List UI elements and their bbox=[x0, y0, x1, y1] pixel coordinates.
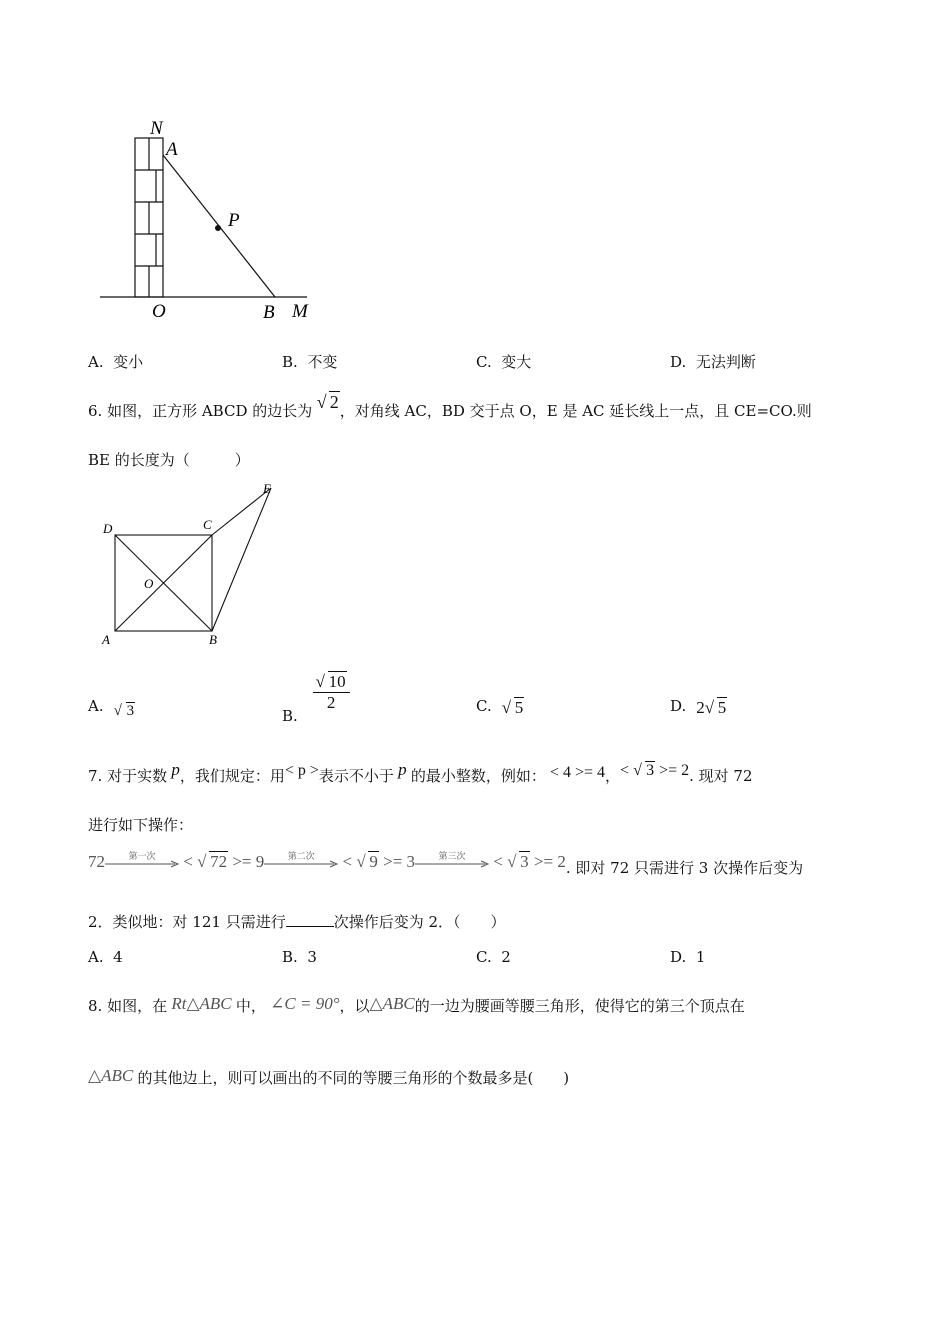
q7-operation-chain: 72 第一次 < √ 72 >= 9 第二次 < √ 9 >= 3 第三次 < √ 3 >= 2. 即对 72 只需进行 3 次操作后变为 bbox=[88, 852, 803, 872]
square-figure bbox=[95, 478, 285, 648]
ladder-wall-figure bbox=[95, 110, 335, 330]
q7-option-b: B. 3 bbox=[282, 948, 317, 966]
label-c: C bbox=[203, 517, 212, 532]
label-b: B bbox=[209, 632, 217, 647]
q5-option-b: B. 不变 bbox=[282, 353, 338, 371]
label-a: A bbox=[166, 139, 178, 160]
label-n: N bbox=[150, 118, 163, 139]
arrow-step1: 第一次 bbox=[105, 856, 179, 870]
label-e: E bbox=[263, 481, 271, 496]
q6-option-a: A.√ 3 bbox=[88, 696, 125, 717]
q8-line1: 8. 如图，在 Rt△ABC 中， ∠C = 90°，以△ABC的一边为腰画等腰三角形，使得它的第三个顶点在 bbox=[88, 994, 745, 1015]
arrow-step2: 第二次 bbox=[264, 856, 338, 870]
q7-option-d: D. 1 bbox=[670, 948, 706, 966]
q7-line4: 2．类似地：对 121 只需进行 次操作后变为 2．（ ） bbox=[88, 913, 506, 931]
label-p: P bbox=[228, 210, 240, 231]
q7-line1: 7. 对于实数 p，我们规定：用< p >表示不小于 p 的最小整数，例如： < 4 >= 4，< √ 3 >= 2. 现对 72 bbox=[88, 766, 753, 787]
label-o: O bbox=[152, 301, 166, 322]
q5-option-c: C. 变大 bbox=[476, 353, 532, 371]
q5-option-d: D. 无法判断 bbox=[670, 353, 756, 371]
label-a: A bbox=[102, 632, 110, 647]
q5-option-a: A. 变小 bbox=[88, 353, 144, 371]
q6-line2: BE 的长度为（ ） bbox=[88, 451, 250, 469]
q6-option-c: C.√ 5 bbox=[476, 696, 514, 716]
q8-line2: △ABC 的其他边上，则可以画出的不同的等腰三角形的个数最多是( ) bbox=[88, 1066, 570, 1087]
q6-option-b: B. √ $\frac{10}{2}$ bbox=[282, 672, 340, 722]
q7-line2: 进行如下操作： bbox=[88, 816, 194, 834]
label-b: B bbox=[263, 302, 275, 323]
q6-option-d: D. 2√ 5 bbox=[670, 696, 717, 716]
label-d: D bbox=[103, 521, 113, 536]
label-o: O bbox=[144, 576, 154, 591]
answer-blank bbox=[286, 912, 334, 927]
q7-option-c: C. 2 bbox=[476, 948, 511, 966]
point-p bbox=[215, 225, 221, 231]
q6-line1: 6. 如图，正方形 ABCD 的边长为 √ 2，对角线 AC，BD 交于点 O，E 是 AC 延长线上一点，且 CE=CO.则 bbox=[88, 400, 812, 421]
q7-option-a: A. 4 bbox=[88, 948, 123, 966]
label-m: M bbox=[292, 301, 308, 322]
arrow-step3: 第三次 bbox=[415, 856, 489, 870]
